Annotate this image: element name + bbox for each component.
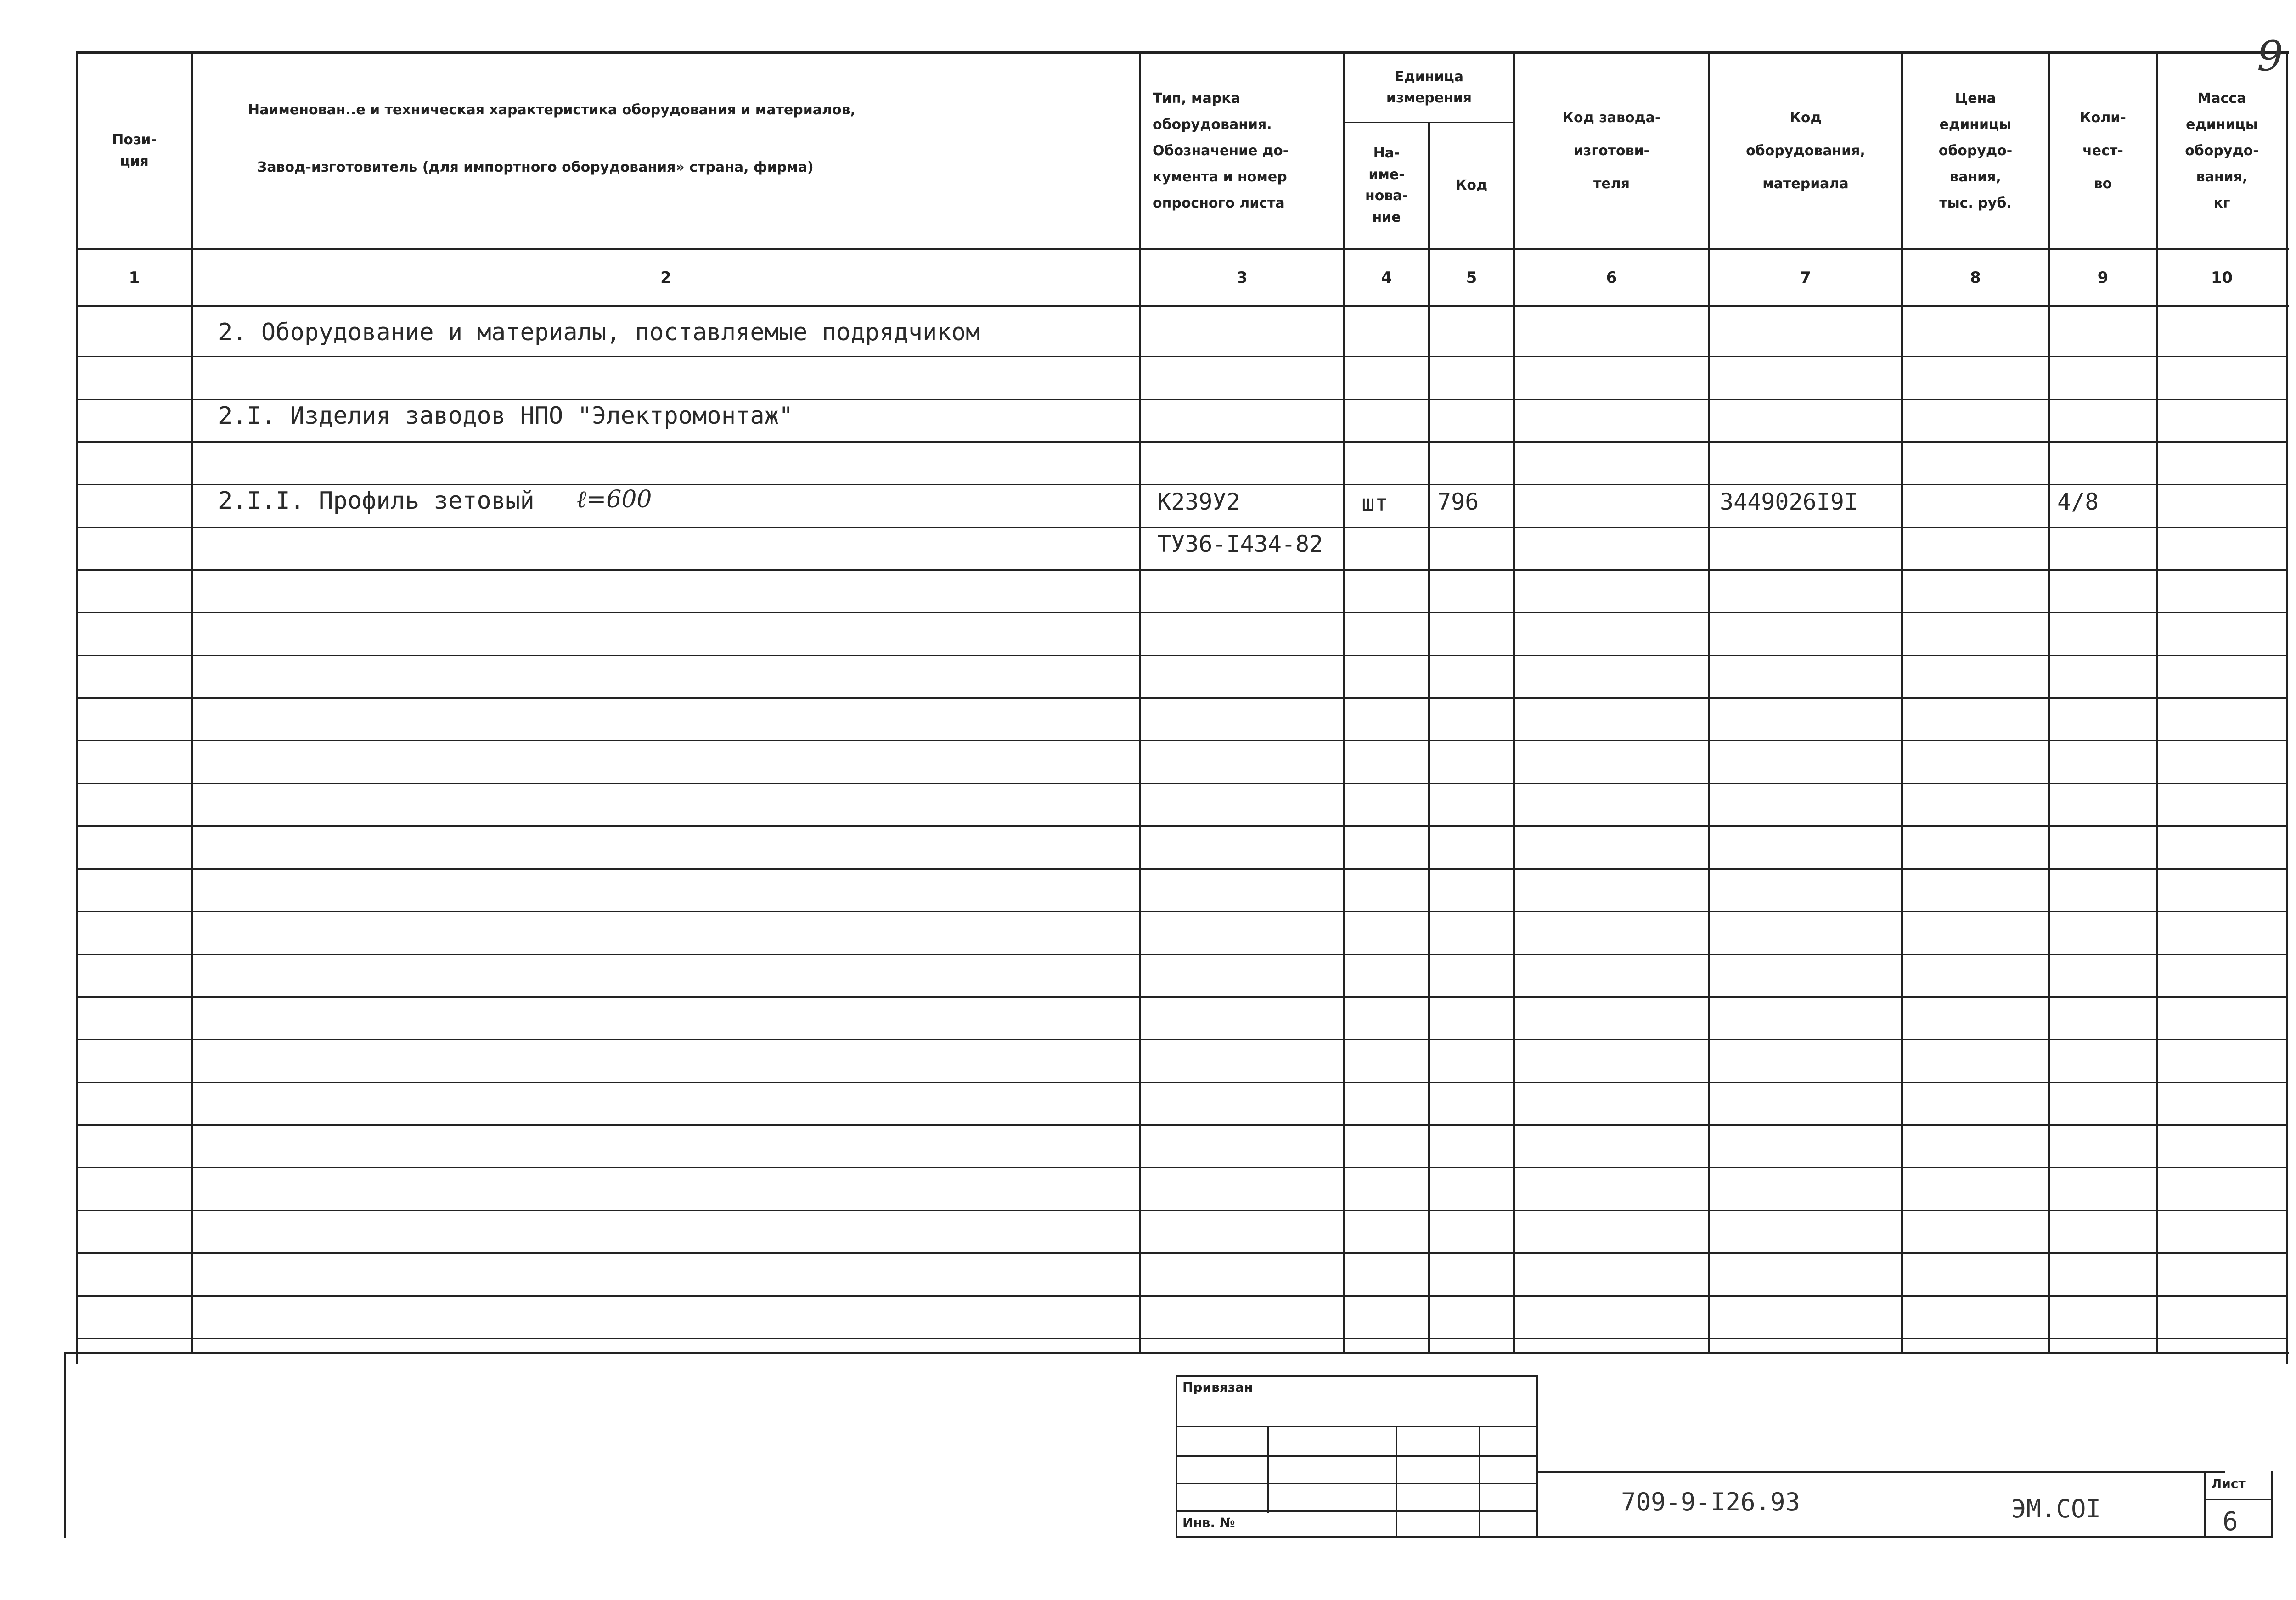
colnum-7: 7 <box>1800 268 1811 287</box>
row-item-length: ℓ=600 <box>576 486 652 513</box>
header-unit-group: Единица измерения <box>1386 68 1472 106</box>
sheet-frame-left <box>64 1352 66 1538</box>
table-row-rule <box>76 569 2288 571</box>
table-row-rule <box>76 1167 2288 1168</box>
table-row-rule <box>76 399 2288 400</box>
table-row-rule <box>76 655 2288 656</box>
stamp-vsep-2 <box>1396 1426 1397 1538</box>
document-code: ЭМ.COI <box>2011 1494 2101 1523</box>
table-row-rule <box>76 527 2288 528</box>
header-unit-name: На- име- нова- ние <box>1365 145 1408 225</box>
header-position: Пози- ция <box>112 132 157 169</box>
stamp-row-3 <box>1176 1483 1538 1484</box>
sheet-box-left <box>2204 1471 2206 1538</box>
row-item-material-code: 3449026I9I <box>1720 488 1858 515</box>
table-row-rule <box>76 1210 2288 1211</box>
header-maker-code: Код завода- изготови- теля <box>1562 109 1661 192</box>
table-row-rule <box>76 911 2288 912</box>
row-subsection-title: 2.I. Изделия заводов НПО "Электромонтаж" <box>218 402 793 430</box>
row-item-unit-code: 796 <box>1437 488 1479 515</box>
colnum-10: 10 <box>2211 268 2233 287</box>
table-row-rule <box>76 356 2288 357</box>
row-item-standard: ТУ36-I434-82 <box>1157 531 1323 557</box>
table-row-rule <box>76 825 2288 827</box>
row-item-name: 2.I.I. Профиль зетовый <box>218 487 535 515</box>
header-unit-price: Цена единицы оборудо- вания, тыс. руб. <box>1938 90 2013 211</box>
stamp-vsep-3 <box>1479 1426 1480 1538</box>
table-row-rule <box>76 1082 2288 1083</box>
sheet-number: 6 <box>2223 1507 2238 1537</box>
row-section-title: 2. Оборудование и материалы, поставляемые подрядчиком <box>218 319 980 346</box>
sheet-label: Лист <box>2211 1476 2246 1491</box>
colnum-bottom-rule <box>76 305 2289 307</box>
colnum-3: 3 <box>1237 268 1248 287</box>
table-row-rule <box>76 740 2288 741</box>
table-row-rule <box>76 1124 2288 1126</box>
stamp-row-1 <box>1176 1426 1538 1427</box>
colnum-1: 1 <box>129 268 140 287</box>
stamp-inv-label: Инв. № <box>1182 1515 1235 1530</box>
colnum-9: 9 <box>2097 268 2109 287</box>
table-bottom-border <box>64 1352 2289 1354</box>
col-sep-2 <box>1139 51 1141 1353</box>
header-quantity: Коли- чест- во <box>2080 109 2126 192</box>
stamp-bound-label: Привязан <box>1182 1380 1253 1395</box>
table-row-rule <box>76 868 2288 870</box>
stamp-bottom <box>1176 1536 2273 1538</box>
colnum-6: 6 <box>1606 268 1617 287</box>
table-row-rule <box>76 612 2288 613</box>
colnum-8: 8 <box>1970 268 1981 287</box>
row-item-unit: шт <box>1362 490 1388 516</box>
table-row-rule <box>76 954 2288 955</box>
stamp-outer-top <box>1176 1375 1538 1377</box>
stamp-row-4 <box>1176 1510 1538 1512</box>
row-item-type: К239У2 <box>1157 488 1240 515</box>
colnum-4: 4 <box>1381 268 1392 287</box>
header-name-line1: Наименован..е и техническая характеристика оборудования и материалов, <box>248 101 855 118</box>
header-material-code: Код оборудования, материала <box>1746 109 1865 192</box>
table-row-rule <box>76 783 2288 784</box>
colnum-2: 2 <box>660 268 671 287</box>
row-item-quantity: 4/8 <box>2057 488 2099 515</box>
table-row-rule <box>76 697 2288 699</box>
header-type: Тип, марка оборудования. Обозначение до- кумента и номер опросного листа <box>1153 90 1289 211</box>
page-number: 9 <box>2257 32 2284 80</box>
table-row-rule <box>76 1039 2288 1040</box>
sheet-box-right <box>2271 1471 2273 1538</box>
stamp-code-top <box>1536 1471 2225 1473</box>
stamp-vsep-1 <box>1267 1426 1269 1513</box>
document-number: 709-9-I26.93 <box>1621 1488 1801 1516</box>
sheet-box-mid <box>2204 1499 2273 1500</box>
table-row-rule <box>76 484 2288 485</box>
table-row-rule <box>76 1295 2288 1297</box>
col-sep-1 <box>191 51 193 1353</box>
header-unit-code: Код <box>1455 177 1488 193</box>
header-unit-mass: Масса единицы оборудо- вания, кг <box>2185 90 2259 211</box>
header-name-line2: Завод-изготовитель (для импортного оборудования» страна, фирма) <box>257 159 814 175</box>
table-row-rule <box>76 441 2288 443</box>
table-row-rule <box>76 1338 2288 1339</box>
table-row-rule <box>76 996 2288 998</box>
table-row-rule <box>76 1252 2288 1254</box>
colnum-5: 5 <box>1466 268 1477 287</box>
stamp-row-2 <box>1176 1455 1538 1457</box>
